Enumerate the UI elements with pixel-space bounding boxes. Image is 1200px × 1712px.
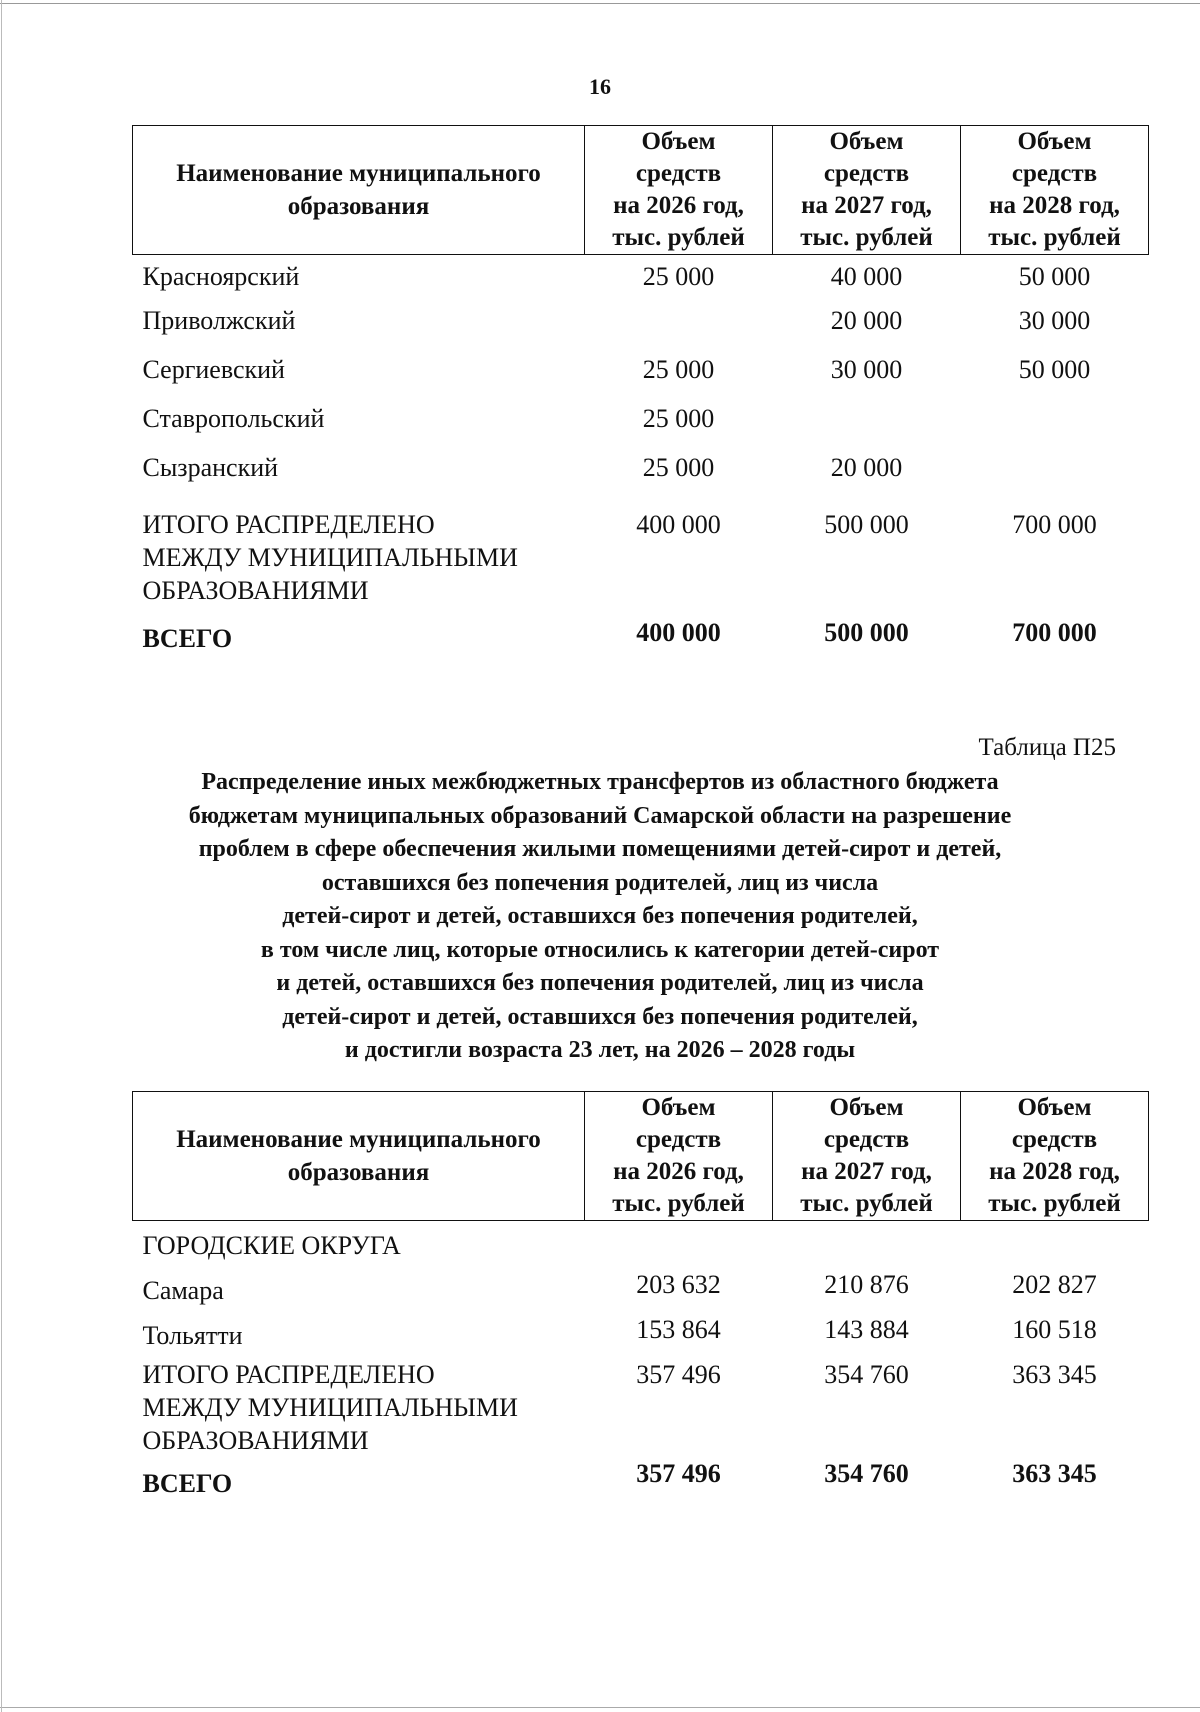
title-line: детей-сирот и детей, оставшихся без попечения родителей, bbox=[282, 1003, 918, 1030]
value-2027 bbox=[773, 402, 961, 451]
value-2027: 500 000 bbox=[824, 509, 909, 539]
value-2026: 203 632 bbox=[636, 1270, 721, 1299]
municipality-name: Ставропольский bbox=[142, 403, 325, 433]
header-2028: Объем средств на 2028 год, тыс. рублей bbox=[961, 126, 1149, 255]
value-2028 bbox=[961, 451, 1149, 500]
value-2027: 20 000 bbox=[830, 305, 903, 335]
table-row bbox=[133, 304, 1149, 353]
value-2027: 20 000 bbox=[830, 452, 903, 482]
value-2028: 50 000 bbox=[1018, 262, 1091, 291]
value-2027: 354 760 bbox=[824, 1360, 909, 1389]
value-2026: 25 000 bbox=[642, 262, 715, 291]
table-p25 bbox=[132, 1091, 1149, 1500]
table-title bbox=[100, 766, 1100, 1068]
distributed-row bbox=[133, 1352, 1149, 1457]
distributed-row bbox=[133, 500, 1149, 616]
total-row bbox=[133, 1457, 1149, 1500]
value-2026: 357 496 bbox=[636, 1360, 721, 1389]
scan-line-left bbox=[1, 0, 2, 1712]
value-2027: 40 000 bbox=[830, 262, 903, 291]
title-line: Распределение иных межбюджетных трансфертов из областного бюджета bbox=[201, 769, 999, 795]
title-line: и достигли возраста 23 лет, на 2026 – 2028 годы bbox=[344, 1037, 856, 1063]
group-label: ГОРОДСКИЕ ОКРУГА bbox=[142, 1231, 401, 1260]
municipality-name: Красноярский bbox=[142, 262, 300, 291]
municipality-name: Сызранский bbox=[142, 452, 279, 482]
municipality-name: Приволжский bbox=[142, 305, 296, 335]
value-2027: 354 760 bbox=[824, 1459, 909, 1488]
group-row bbox=[133, 1221, 1149, 1263]
page-number: 16 bbox=[589, 74, 611, 99]
scan-line-bottom bbox=[0, 1707, 1200, 1708]
value-2027: 30 000 bbox=[830, 354, 903, 384]
value-2027: 210 876 bbox=[824, 1270, 909, 1299]
table-row bbox=[133, 1307, 1149, 1352]
distributed-label: ИТОГО РАСПРЕДЕЛЕНО МЕЖДУ МУНИЦИПАЛЬНЫМИ ОБРАЗОВАНИЯМИ bbox=[142, 509, 518, 605]
value-2028: 700 000 bbox=[1012, 509, 1097, 539]
value-2028: 363 345 bbox=[1012, 1360, 1097, 1389]
title-line: оставшихся без попечения родителей, лиц из числа bbox=[321, 869, 879, 896]
value-2028: 202 827 bbox=[1012, 1270, 1097, 1299]
total-label: ВСЕГО bbox=[142, 623, 233, 653]
header-2027: Объем средств на 2027 год, тыс. рублей bbox=[773, 126, 961, 255]
title-line: бюджетам муниципальных образований Самарской области на разрешение bbox=[188, 802, 1012, 829]
table-row bbox=[133, 1262, 1149, 1307]
value-2026: 400 000 bbox=[636, 617, 721, 647]
value-2028: 30 000 bbox=[1018, 305, 1091, 335]
value-2028: 50 000 bbox=[1018, 354, 1091, 384]
title-line: проблем в сфере обеспечения жилыми помещениями детей-сирот и детей, bbox=[198, 836, 1002, 862]
header-2026: Объем средств на 2026 год, тыс. рублей bbox=[585, 1092, 773, 1221]
title-line: детей-сирот и детей, оставшихся без попечения родителей, bbox=[282, 903, 918, 929]
table-number: Таблица П25 bbox=[978, 734, 1116, 761]
table-row bbox=[133, 402, 1149, 451]
value-2026: 25 000 bbox=[642, 403, 715, 433]
table-row bbox=[133, 255, 1149, 304]
value-2028: 363 345 bbox=[1012, 1459, 1097, 1488]
table-row bbox=[133, 353, 1149, 402]
scan-line-top bbox=[0, 3, 1200, 4]
value-2026: 25 000 bbox=[642, 452, 715, 482]
table-header-row bbox=[133, 126, 1149, 255]
value-2026: 25 000 bbox=[642, 354, 715, 384]
total-label: ВСЕГО bbox=[142, 1469, 233, 1498]
value-2026 bbox=[585, 304, 773, 353]
total-row bbox=[133, 616, 1149, 665]
value-2028: 700 000 bbox=[1012, 617, 1097, 647]
header-2026: Объем средств на 2026 год, тыс. рублей bbox=[585, 126, 773, 255]
value-2027: 143 884 bbox=[824, 1315, 909, 1344]
header-2027: Объем средств на 2027 год, тыс. рублей bbox=[773, 1092, 961, 1221]
title-line: в том числе лиц, которые относились к категории детей-сирот bbox=[260, 936, 940, 963]
value-2026: 357 496 bbox=[636, 1459, 721, 1488]
municipality-name: Сергиевский bbox=[142, 354, 285, 384]
title-line: и детей, оставшихся без попечения родителей, лиц из числа bbox=[276, 970, 924, 996]
municipality-name: Тольятти bbox=[142, 1321, 243, 1350]
table-header-row bbox=[133, 1092, 1149, 1221]
distributed-label: ИТОГО РАСПРЕДЕЛЕНО МЕЖДУ МУНИЦИПАЛЬНЫМИ ОБРАЗОВАНИЯМИ bbox=[142, 1360, 518, 1455]
continuation-table bbox=[132, 125, 1149, 665]
municipality-name: Самара bbox=[142, 1276, 224, 1305]
value-2027: 500 000 bbox=[824, 617, 909, 647]
table-row bbox=[133, 451, 1149, 500]
value-2028: 160 518 bbox=[1012, 1315, 1097, 1344]
header-municipality: Наименование муниципального образования bbox=[133, 1092, 585, 1221]
header-2028: Объем средств на 2028 год, тыс. рублей bbox=[961, 1092, 1149, 1221]
header-municipality: Наименование муниципального образования bbox=[133, 126, 585, 255]
value-2028 bbox=[961, 402, 1149, 451]
value-2026: 153 864 bbox=[636, 1315, 721, 1344]
value-2026: 400 000 bbox=[636, 509, 721, 539]
